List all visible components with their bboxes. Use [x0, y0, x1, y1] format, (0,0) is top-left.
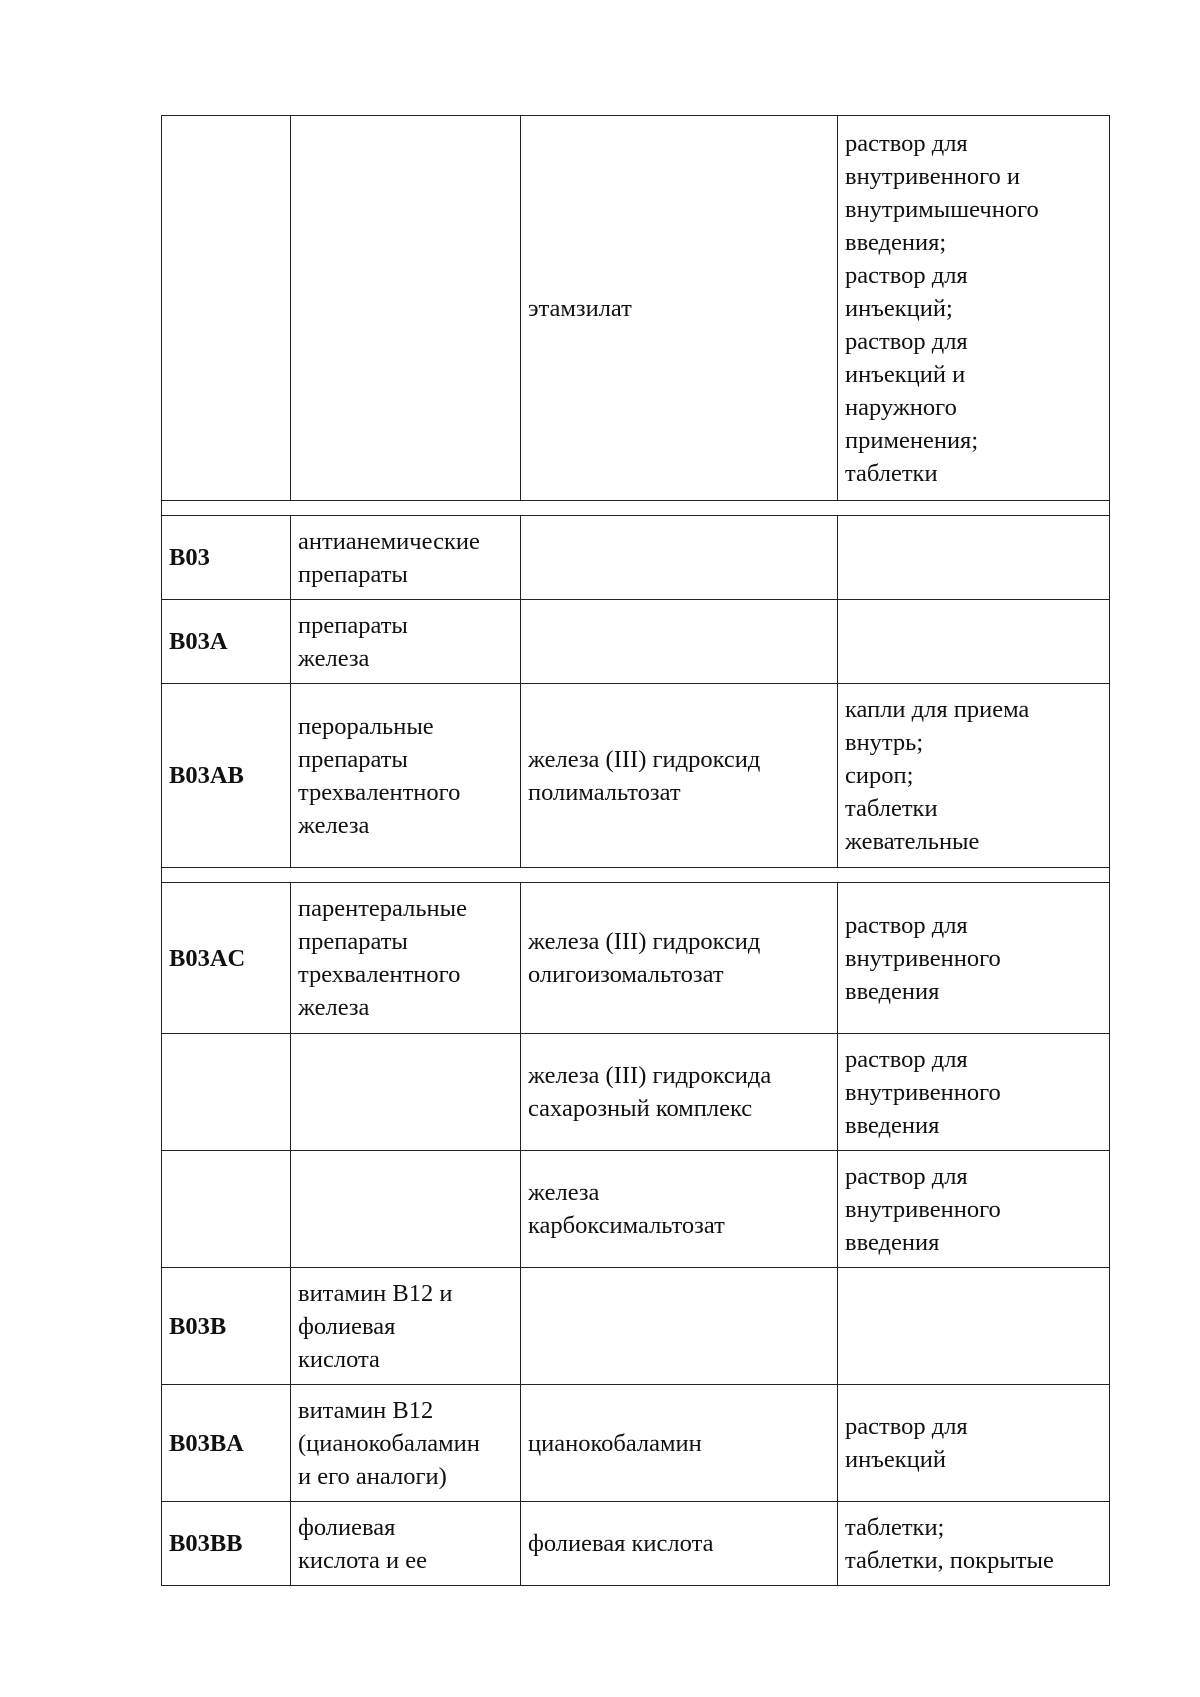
table-row [162, 684, 1110, 868]
atc-code-cell [162, 1151, 291, 1268]
dosage-form-cell [838, 600, 1110, 684]
table-divider-row [162, 501, 1110, 516]
table-row [162, 1151, 1110, 1268]
group-cell: препараты железа [291, 600, 521, 684]
table-row [162, 516, 1110, 600]
dosage-form-cell: раствор для внутривенного введения [838, 1151, 1110, 1268]
dosage-form-cell: капли для приема внутрь; сироп; таблетки жевательные [838, 684, 1110, 868]
group-cell: витамин B12 и фолиевая кислота [291, 1268, 521, 1385]
substance-cell: железа (III) гидроксид олигоизомальтозат [521, 883, 838, 1034]
group-cell [291, 1151, 521, 1268]
drug-table [161, 115, 1110, 1586]
dosage-form-cell: раствор для внутривенного введения [838, 883, 1110, 1034]
substance-cell: железа карбоксимальтозат [521, 1151, 838, 1268]
dosage-form-cell [838, 516, 1110, 600]
group-cell [291, 1034, 521, 1151]
substance-cell [521, 600, 838, 684]
substance-cell: этамзилат [521, 116, 838, 501]
substance-cell: железа (III) гидроксида сахарозный комплекс [521, 1034, 838, 1151]
substance-cell: фолиевая кислота [521, 1502, 838, 1586]
group-cell: витамин B12 (цианокобаламин и его аналоги) [291, 1385, 521, 1502]
atc-code-cell: B03AB [162, 684, 291, 868]
dosage-form-cell: раствор для инъекций [838, 1385, 1110, 1502]
group-cell [291, 116, 521, 501]
substance-cell [521, 1268, 838, 1385]
group-cell: пероральные препараты трехвалентного железа [291, 684, 521, 868]
table-row [162, 1502, 1110, 1586]
substance-cell: цианокобаламин [521, 1385, 838, 1502]
table-row [162, 1268, 1110, 1385]
divider-cell [162, 501, 1110, 516]
group-cell: фолиевая кислота и ее [291, 1502, 521, 1586]
table-divider-row [162, 868, 1110, 883]
table-row [162, 1385, 1110, 1502]
dosage-form-cell [838, 1268, 1110, 1385]
atc-code-cell [162, 1034, 291, 1151]
atc-code-cell: B03BA [162, 1385, 291, 1502]
table-row [162, 116, 1110, 501]
substance-cell: железа (III) гидроксид полимальтозат [521, 684, 838, 868]
table-row [162, 883, 1110, 1034]
atc-code-cell [162, 116, 291, 501]
group-cell: парентеральные препараты трехвалентного железа [291, 883, 521, 1034]
group-cell: антианемические препараты [291, 516, 521, 600]
atc-code-cell: B03AC [162, 883, 291, 1034]
dosage-form-cell: таблетки; таблетки, покрытые [838, 1502, 1110, 1586]
table-row [162, 1034, 1110, 1151]
dosage-form-cell: раствор для внутривенного и внутримышечного введения; раствор для инъекций; раствор для инъекций и наружного применения; таблетки [838, 116, 1110, 501]
substance-cell [521, 516, 838, 600]
table-row [162, 600, 1110, 684]
atc-code-cell: B03 [162, 516, 291, 600]
atc-code-cell: B03B [162, 1268, 291, 1385]
divider-cell [162, 868, 1110, 883]
atc-code-cell: B03BB [162, 1502, 291, 1586]
dosage-form-cell: раствор для внутривенного введения [838, 1034, 1110, 1151]
atc-code-cell: B03A [162, 600, 291, 684]
